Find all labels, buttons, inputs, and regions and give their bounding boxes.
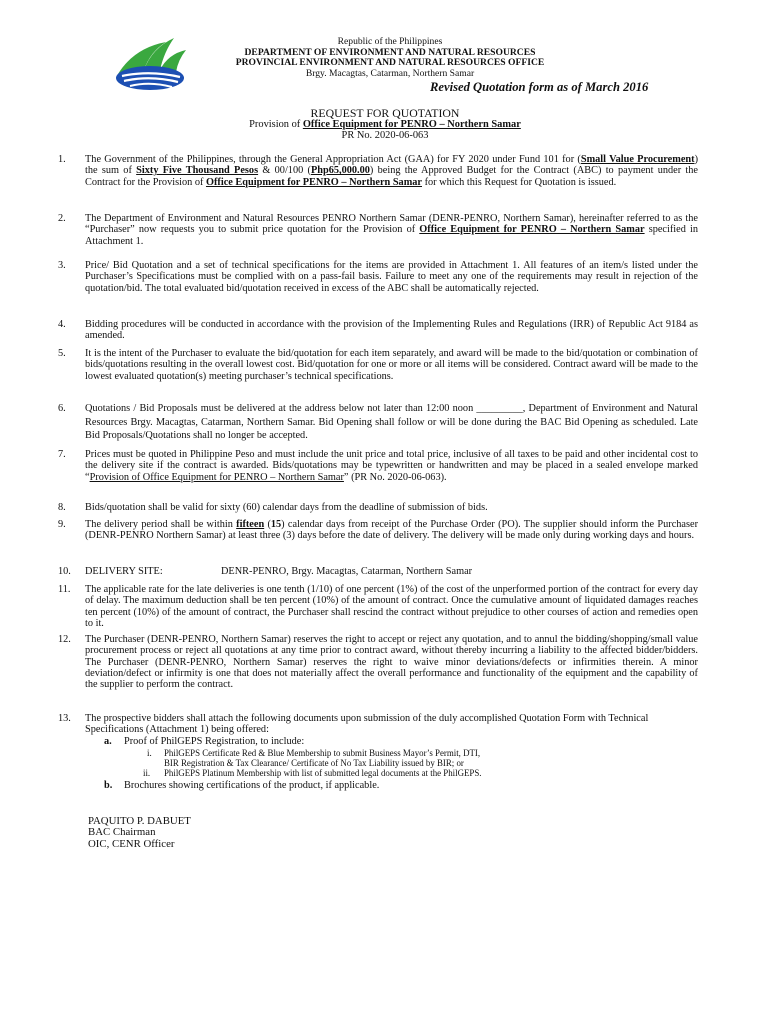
sub-i-text: PhilGEPS Certificate Red & Blue Membership to submit Business Mayor’s Permit, DTI, (164, 748, 481, 758)
clause-text: Quotations / Bid Proposals must be delivered at the address below not later than 12:00 noon _________, Department of Environment and Natural Resources Brgy. Macagtas, Catarman, Northern Samar. Bid Opening shall follow or will be done during the BAC Bid Opening as scheduled. Late Bid Proposals/Quotations shall no longer be accepted. (85, 403, 698, 441)
sub-a-text: Proof of PhilGEPS Registration, to include: (124, 736, 305, 747)
clause-number: 13. (58, 713, 71, 724)
signatory-office: OIC, CENR Officer (88, 838, 175, 850)
clause-6 (58, 402, 698, 443)
delivery-site-label: DELIVERY SITE: (85, 566, 163, 577)
pr-number: PR No. 2020-06-063 (341, 130, 429, 141)
letterhead (190, 37, 590, 79)
clause-text: The Department of Environment and Natural Resources PENRO Northern Samar (DENR-PENRO, Northern Samar), hereinafter referred to as the “Purchaser” now requests you to submit price quotation for the Provision of Office Equipment for PENRO – Northern Samar specified in Attachment 1. (85, 213, 698, 247)
republic-line: Republic of the Philippines (337, 36, 443, 47)
revised-form-note: Revised Quotation form as of March 2016 (430, 80, 649, 94)
department-name: DEPARTMENT OF ENVIRONMENT AND NATURAL RESOURCES (244, 46, 536, 58)
clause-text (85, 566, 698, 577)
sub-a-label: a. (104, 736, 112, 747)
clause-text: Bids/quotation shall be valid for sixty (60) calendar days from the deadline of submission of bids. (85, 502, 488, 513)
clause-text: The applicable rate for the late deliveries is one tenth (1/10) of one percent (1%) of the cost of the unperformed portion of the contract for every day of delay. The maximum deduction shall be ten percent (10%) of the amount of contract. Once the cumulative amount of liquidated damages reaches ten percent (10%) of the amount of contract, the Purchaser shall rescind the contract without prejudice to other courses of action and remedies open to it. (85, 584, 698, 629)
clause-number: 9. (58, 519, 66, 530)
clause-text: The Government of the Philippines, through the General Appropriation Act (GAA) for FY 2020 under Fund 101 for (Small Value Procurement) the sum of Sixty Five Thousand Pesos & 00/100 (Php65,000.00) being the Approved Budget for the Contract (ABC) to payment under the Contract for the Provision of Office Equipment for PENRO – Northern Samar for which this Request for Quotation is issued. (85, 154, 699, 188)
sub-i-text-2: BIR Registration & Tax Clearance/ Certificate of No Tax Liability issued by BIR; or (164, 758, 464, 768)
clause-8 (58, 502, 698, 513)
clause-number: 11. (58, 584, 71, 595)
clause-number: 4. (58, 319, 66, 330)
clause-number: 8. (58, 502, 66, 513)
office-name: PROVINCIAL ENVIRONMENT AND NATURAL RESOURCES OFFICE (235, 57, 545, 69)
clause-number: 3. (58, 260, 66, 271)
clause-text: Bidding procedures will be conducted in accordance with the provision of the Implementing Rules and Regulations (IRR) of Republic Act 9184 as amended. (85, 319, 698, 342)
signatory-name: PAQUITO P. DABUET (88, 815, 191, 827)
clause-3 (58, 260, 698, 294)
clause-13 (58, 713, 698, 736)
clause-text: Prices must be quoted in Philippine Peso and must include the unit price and total price, inclusive of all taxes to be paid and other incidental cost to the delivery site if the contract is awarded. Bids/quotations may be typewritten or handwritten and may be placed in a sealed envelope marked “Provision of Office Equipment for PENRO – Northern Samar” (PR No. 2020-06-063). (85, 449, 698, 483)
clause-text: It is the intent of the Purchaser to evaluate the bid/quotation for each item separately, and award will be made to the bid/quotation or combination of bids/quotations resulting in the overall lowest cost. Bid/quotation for one or more or all items will be considered. Contract award will be made to the lowest evaluated quotation(s) meeting purchaser’s technical specifications. (85, 348, 698, 382)
rfq-title: REQUEST FOR QUOTATION (310, 106, 460, 120)
sub-i-label: i. (147, 748, 152, 758)
clause-number: 7. (58, 449, 66, 460)
sub-ii-label: ii. (143, 768, 151, 778)
clause-number: 2. (58, 213, 66, 224)
clause-4 (58, 319, 698, 342)
delivery-site-value: DENR-PENRO, Brgy. Macagtas, Catarman, Northern Samar (221, 566, 473, 577)
denr-logo-icon (114, 30, 190, 92)
sub-b-label: b. (104, 780, 113, 791)
clause-number: 10. (58, 566, 71, 577)
clause-1 (58, 154, 698, 188)
clause-text: The delivery period shall be within fifteen (15) calendar days from receipt of the Purchase Order (PO). The supplier should inform the Purchaser (DENR-PENRO Northern Samar) at least three (3) days before the date of delivery. The delivery will be made only during working days and hours. (85, 519, 698, 542)
clause-number: 12. (58, 634, 71, 645)
clause-text: The prospective bidders shall attach the following documents upon submission of the duly accomplished Quotation Form with Technical Specifications (Attachment 1) being offered: (85, 713, 649, 736)
clause-text: Price/ Bid Quotation and a set of technical specifications for the items are provided in Attachment 1. All features of an item/s listed under the Purchaser’s Specifications must be complied with on a pass-fail basis. Failure to meet any one of the requirements may result in rejection of the quotation/bid. The total evaluated bid/quotation received in excess of the ABC shall be automatically rejected. (85, 260, 698, 294)
rfq-provision (0, 119, 770, 130)
clause-7 (58, 449, 698, 483)
clause-text: The Purchaser (DENR-PENRO, Northern Samar) reserves the right to accept or reject any quotation, and to annul the bidding/shopping/small value procurement process or reject all quotations at any time prior to contract award, without thereby incurring a liability to the affected bidder/bidders. The Purchaser (DENR-PENRO, Northern Samar) reserves the right to waive minor deviations/defects or infirmities therein. A minor deviation/defect or infirmity is one that does not materially affect the overall performance and functionality of the equipment and the capability of the supplier to perform the contract. (85, 634, 698, 691)
clause-number: 1. (58, 154, 66, 165)
clause-5 (58, 348, 698, 382)
clause-number: 6. (58, 403, 66, 414)
sub-ii-text: PhilGEPS Platinum Membership with list of submitted legal documents at the PhilGEPS. (164, 768, 482, 778)
provision-item: Office Equipment for PENRO – Northern Samar (302, 119, 521, 130)
clause-10 (58, 566, 698, 577)
office-address: Brgy. Macagtas, Catarman, Northern Samar (305, 67, 475, 79)
signatory-role: BAC Chairman (88, 826, 156, 838)
clause-11 (58, 584, 698, 629)
clause-12 (58, 634, 698, 690)
sub-b-text: Brochures showing certifications of the product, if applicable. (124, 780, 380, 791)
clause-9 (58, 519, 698, 542)
provision-prefix: Provision of (249, 119, 303, 130)
clause-number: 5. (58, 348, 66, 359)
clause-2 (58, 213, 698, 247)
